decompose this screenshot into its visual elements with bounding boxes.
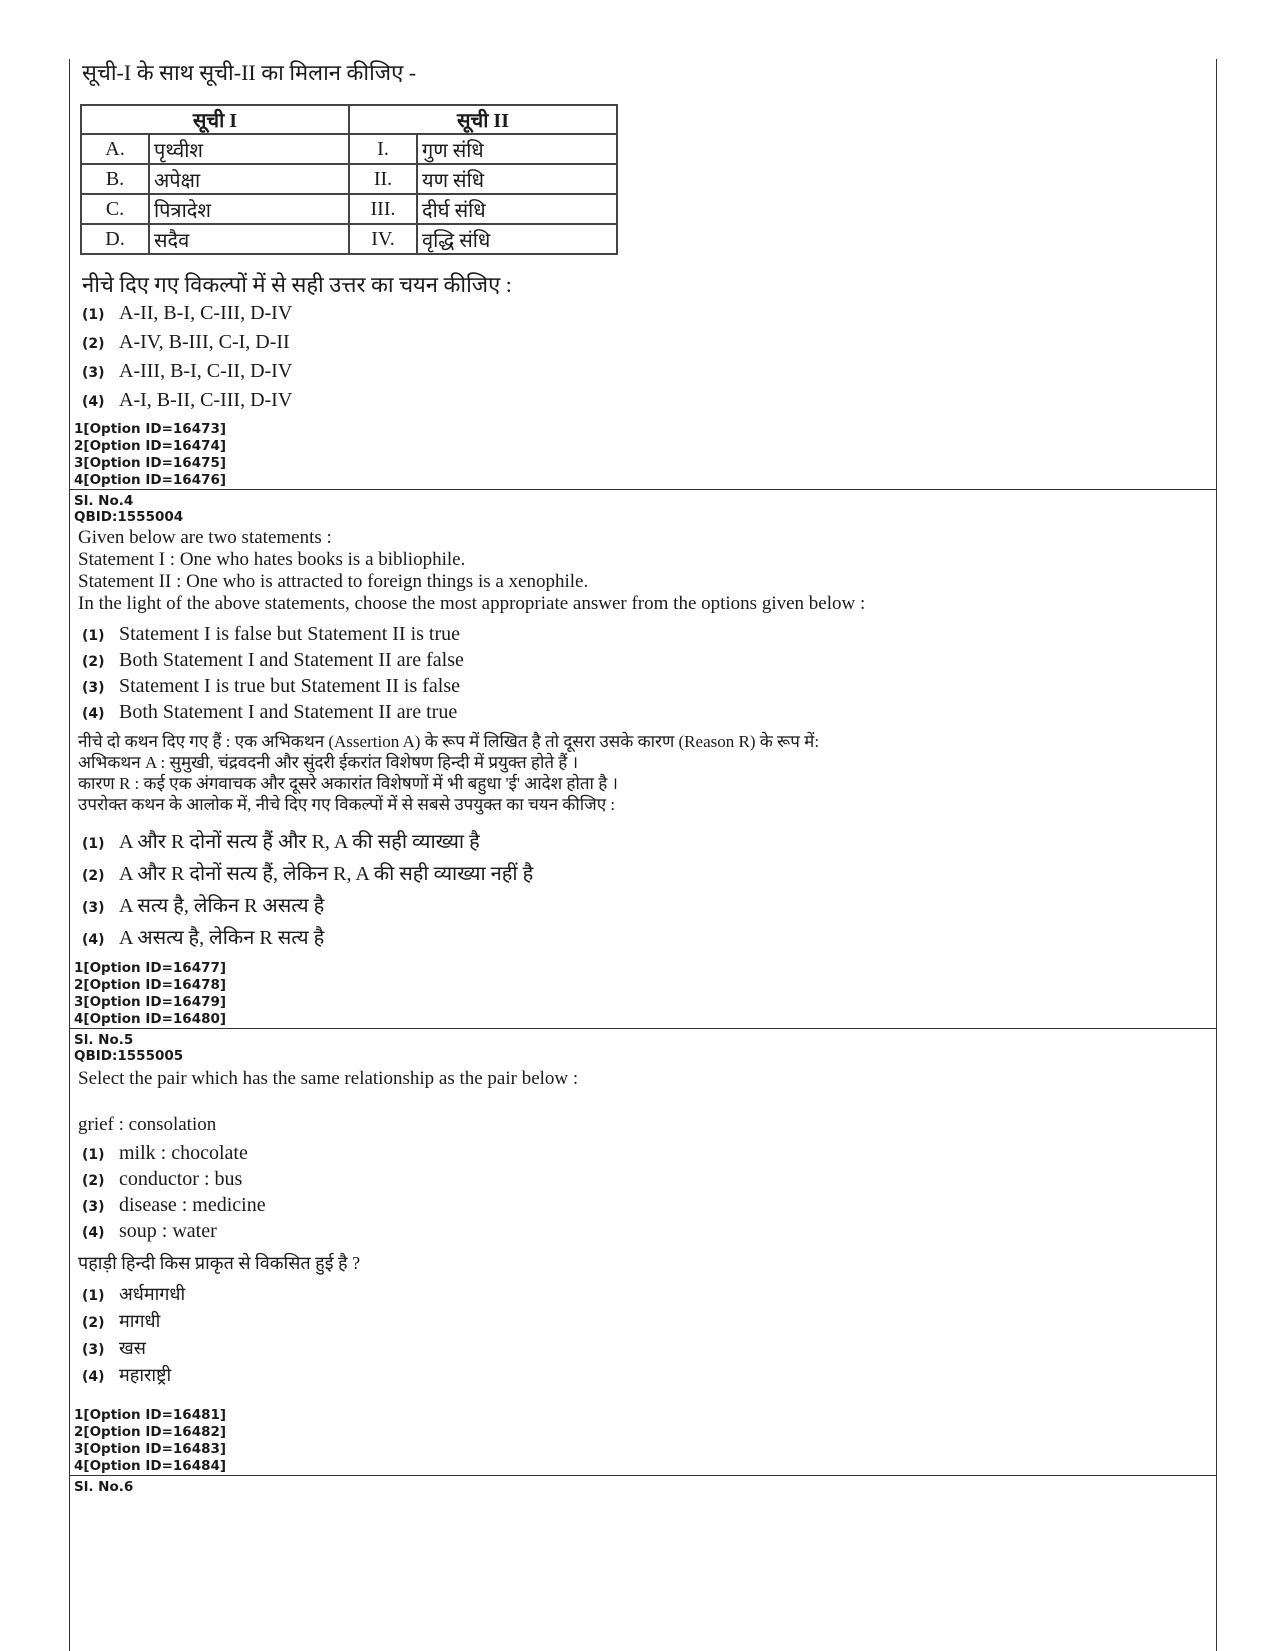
option xyxy=(70,923,1216,955)
option-number: (1) xyxy=(82,836,105,852)
option-text: disease : medicine xyxy=(119,1194,266,1216)
option-number: (1) xyxy=(82,628,105,644)
option-id: 2[Option ID=16478] xyxy=(74,977,227,993)
q3-prompt: नीचे दिए गए विकल्पों में से सही उत्तर का चयन कीजिए : xyxy=(82,272,512,297)
list-2-numeral: I. xyxy=(349,134,417,164)
question-line: Given below are two statements : xyxy=(78,527,332,548)
option-text: A-IV, B-III, C-I, D-II xyxy=(119,331,290,353)
option-id: 3[Option ID=16483] xyxy=(74,1441,227,1457)
list-2-term: दीर्घ संधि xyxy=(417,194,617,224)
list-2-numeral: III. xyxy=(349,194,417,224)
q5-hindi-options xyxy=(70,1282,1216,1390)
list-2-numeral: IV. xyxy=(349,224,417,254)
option xyxy=(70,859,1216,891)
option xyxy=(70,649,1216,675)
list-2-term: यण संधि xyxy=(417,164,617,194)
option xyxy=(70,1168,1216,1194)
match-table xyxy=(80,104,618,255)
option-number: (2) xyxy=(82,654,105,670)
option-text: A-III, B-I, C-II, D-IV xyxy=(119,360,293,382)
q5-hindi-question: पहाड़ी हिन्दी किस प्राकृत से विकसित हुई है ? xyxy=(78,1253,361,1273)
option-number: (2) xyxy=(82,868,105,884)
option xyxy=(70,1309,1216,1336)
option-text: conductor : bus xyxy=(119,1168,243,1190)
option xyxy=(70,389,1216,418)
question-line: कारण R : कई एक अंगवाचक और दूसरे अकारांत विशेषणों में भी बहुधा 'ई' आदेश होता है । xyxy=(78,774,618,793)
list-1-letter: C. xyxy=(81,194,149,224)
q4-hindi-question xyxy=(70,731,1216,815)
option-id: 2[Option ID=16482] xyxy=(74,1424,227,1440)
q4-option-ids xyxy=(70,960,226,1028)
question-line: उपरोक्त कथन के आलोक में, नीचे दिए गए विकल्पों में से सबसे उपयुक्त का चयन कीजिए : xyxy=(78,795,616,814)
question-line: नीचे दो कथन दिए गए हैं : एक अभिकथन (Assertion A) के रूप में लिखित है तो दूसरा उसके कारण (Reason R) के रूप में: xyxy=(78,732,820,751)
option-number: (4) xyxy=(82,394,105,410)
question-line: Statement I : One who hates books is a bibliophile. xyxy=(78,549,466,570)
q4-english-question xyxy=(70,527,1216,615)
list-2-term: वृद्धि संधि xyxy=(417,224,617,254)
option-text: अर्धमागधी xyxy=(119,1284,186,1304)
option-text: A असत्य है, लेकिन R सत्य है xyxy=(119,927,325,949)
option xyxy=(70,1194,1216,1220)
option-number: (2) xyxy=(82,1173,105,1189)
question-3 xyxy=(70,59,1216,418)
option-text: A सत्य है, लेकिन R असत्य है xyxy=(119,895,325,917)
list-1-term: सदैव xyxy=(149,224,349,254)
option-number: (2) xyxy=(82,336,105,352)
list-2-numeral: II. xyxy=(349,164,417,194)
option-text: soup : water xyxy=(119,1220,217,1242)
option-number: (4) xyxy=(82,706,105,722)
option-number: (1) xyxy=(82,1147,105,1163)
list-2-term: गुण संधि xyxy=(417,134,617,164)
list-1-header: सूची I xyxy=(81,105,349,134)
option-text: A-II, B-I, C-III, D-IV xyxy=(119,302,293,324)
option xyxy=(70,1142,1216,1168)
option xyxy=(70,1220,1216,1246)
list-1-letter: A. xyxy=(81,134,149,164)
option xyxy=(70,331,1216,360)
q4-english-options xyxy=(70,623,1216,727)
table-row xyxy=(81,194,617,224)
question-paper-frame xyxy=(69,59,1217,1651)
option xyxy=(70,1282,1216,1309)
option-number: (4) xyxy=(82,932,105,948)
option xyxy=(70,360,1216,389)
serial-number: Sl. No.4 xyxy=(74,493,134,509)
option-number: (3) xyxy=(82,680,105,696)
serial-number: Sl. No.6 xyxy=(74,1479,134,1495)
option-id: 1[Option ID=16481] xyxy=(74,1407,227,1423)
option-id: 4[Option ID=16480] xyxy=(74,1011,227,1027)
question-line: Statement II : One who is attracted to foreign things is a xenophile. xyxy=(78,571,589,592)
option-number: (4) xyxy=(82,1225,105,1241)
table-row xyxy=(81,224,617,254)
qbid: QBID:1555005 xyxy=(74,1048,184,1064)
list-1-term: अपेक्षा xyxy=(149,164,349,194)
table-row xyxy=(81,164,617,194)
question-5 xyxy=(70,1032,1216,1390)
q3-intro: सूची-I के साथ सूची-II का मिलान कीजिए - xyxy=(82,60,417,85)
option xyxy=(70,1363,1216,1390)
option-id: 3[Option ID=16475] xyxy=(74,455,227,471)
option xyxy=(70,827,1216,859)
option xyxy=(70,1336,1216,1363)
option xyxy=(70,891,1216,923)
question-6 xyxy=(70,1479,1216,1495)
option-id: 1[Option ID=16473] xyxy=(74,421,227,437)
qbid: QBID:1555004 xyxy=(74,509,184,525)
option-number: (3) xyxy=(82,900,105,916)
option xyxy=(70,302,1216,331)
option-text: A-I, B-II, C-III, D-IV xyxy=(119,389,293,411)
divider xyxy=(70,1028,1216,1029)
option-number: (3) xyxy=(82,1342,105,1358)
option xyxy=(70,623,1216,649)
option-number: (3) xyxy=(82,365,105,381)
option-number: (1) xyxy=(82,1288,105,1304)
q5-english-options xyxy=(70,1142,1216,1246)
question-4 xyxy=(70,493,1216,955)
list-1-term: पृथ्वीश xyxy=(149,134,349,164)
option xyxy=(70,701,1216,727)
option-id: 2[Option ID=16474] xyxy=(74,438,227,454)
option-text: मागधी xyxy=(119,1311,161,1331)
table-row xyxy=(81,134,617,164)
list-1-letter: D. xyxy=(81,224,149,254)
list-1-letter: B. xyxy=(81,164,149,194)
list-1-term: पित्रादेश xyxy=(149,194,349,224)
option-number: (2) xyxy=(82,1315,105,1331)
q5-english-question: Select the pair which has the same relationship as the pair below : xyxy=(78,1068,579,1089)
option-id: 1[Option ID=16477] xyxy=(74,960,227,976)
option-text: A और R दोनों सत्य हैं, लेकिन R, A की सही व्याख्या नहीं है xyxy=(119,863,534,885)
option-number: (4) xyxy=(82,1369,105,1385)
option-text: Both Statement I and Statement II are true xyxy=(119,701,458,723)
q5-pair: grief : consolation xyxy=(78,1114,217,1135)
q4-hindi-options xyxy=(70,827,1216,955)
option-id: 4[Option ID=16484] xyxy=(74,1458,227,1474)
option-text: A और R दोनों सत्य हैं और R, A की सही व्याख्या है xyxy=(119,831,480,853)
option-text: Both Statement I and Statement II are false xyxy=(119,649,464,671)
option-number: (3) xyxy=(82,1199,105,1215)
divider xyxy=(70,489,1216,490)
option-number: (1) xyxy=(82,307,105,323)
option-text: खस xyxy=(119,1338,146,1358)
question-line: In the light of the above statements, choose the most appropriate answer from the options given below : xyxy=(78,593,866,614)
q3-option-ids xyxy=(70,421,226,489)
serial-number: Sl. No.5 xyxy=(74,1032,134,1048)
question-line: अभिकथन A : सुमुखी, चंद्रवदनी और सुंदरी ईकरांत विशेषण हिन्दी में प्रयुक्त होते हैं । xyxy=(78,753,579,772)
option-text: Statement I is false but Statement II is true xyxy=(119,623,461,645)
option-text: Statement I is true but Statement II is false xyxy=(119,675,461,697)
option-text: milk : chocolate xyxy=(119,1142,248,1164)
list-2-header: सूची II xyxy=(349,105,617,134)
option-id: 4[Option ID=16476] xyxy=(74,472,227,488)
divider xyxy=(70,1475,1216,1476)
option-text: महाराष्ट्री xyxy=(119,1365,172,1385)
option-id: 3[Option ID=16479] xyxy=(74,994,227,1010)
q5-option-ids xyxy=(70,1407,226,1475)
option xyxy=(70,675,1216,701)
q3-options xyxy=(70,302,1216,418)
